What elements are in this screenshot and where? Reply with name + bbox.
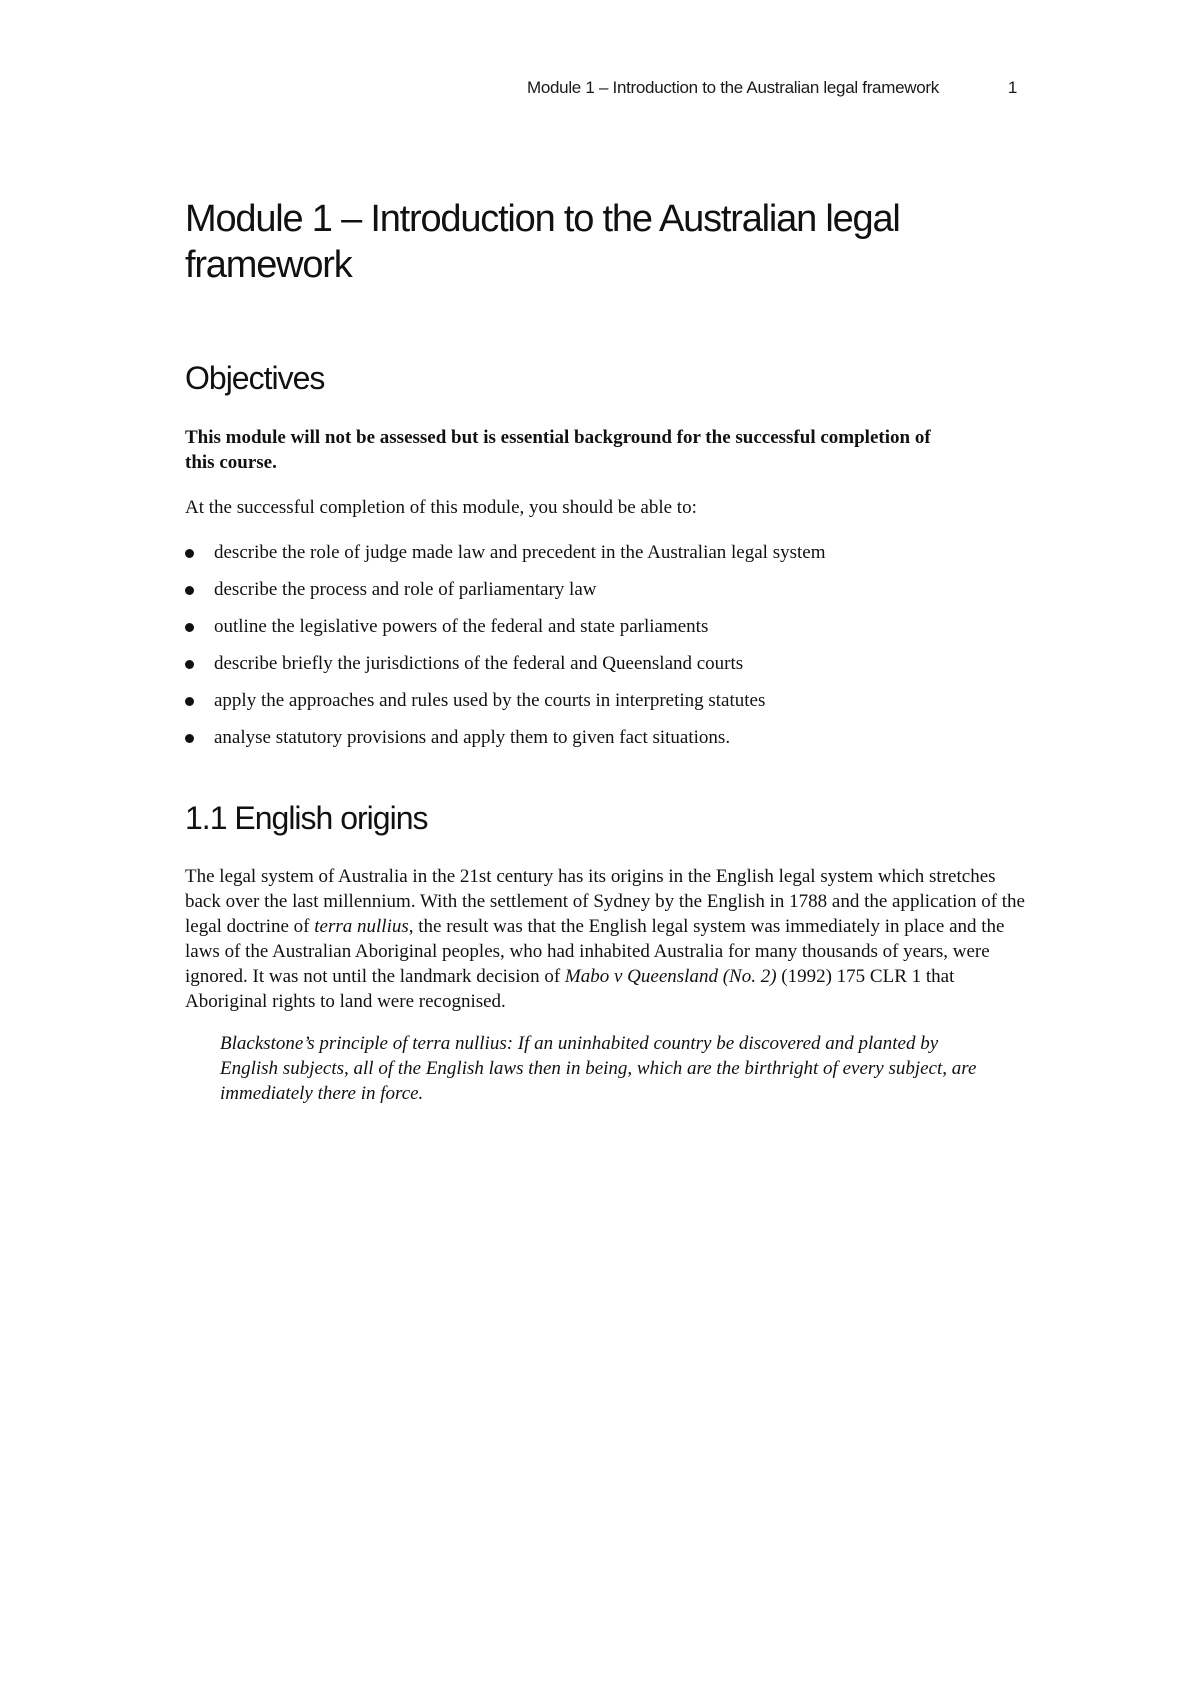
bullet-icon <box>185 586 194 595</box>
objective-text: apply the approaches and rules used by the courts in interpreting statutes <box>214 690 766 711</box>
list-item <box>185 577 1025 602</box>
page-number: 1 <box>1007 78 1017 97</box>
list-item <box>185 614 1025 639</box>
case-citation: Mabo v Queensland (No. 2) <box>564 966 777 987</box>
list-item <box>185 725 1025 750</box>
objective-text: describe the process and role of parliamentary law <box>214 579 597 600</box>
objective-text: describe the role of judge made law and precedent in the Australian legal system <box>214 542 826 563</box>
blackstone-quote: Blackstone’s principle of terra nullius: If an uninhabited country be discovered and planted by English subjects, all of the English laws then in being, which are the birthright of every subject, are immediately there in force. <box>220 1033 977 1104</box>
objectives-intro: At the successful completion of this module, you should be able to: <box>185 497 697 518</box>
assessment-note: This module will not be assessed but is essential background for the successful completion of this course. <box>185 427 931 473</box>
english-origins-paragraph <box>185 864 1025 1014</box>
paragraph-text-1: The legal system of Australia in the 21st century has its origins in the English legal system which stretches back over the last millennium. With the settlement of Sydney by the English in 1788 and the application of the legal doctrine of <box>185 866 1025 937</box>
bullet-icon <box>185 549 194 558</box>
paragraph-text-3: (1992) 175 CLR 1 that Aboriginal rights to land were recognised. <box>185 966 955 1012</box>
objective-text: outline the legislative powers of the federal and state parliaments <box>214 616 709 637</box>
list-item <box>185 540 1025 565</box>
objective-text: describe briefly the jurisdictions of the federal and Queensland courts <box>214 653 744 674</box>
bullet-icon <box>185 623 194 632</box>
page-header <box>527 78 1017 98</box>
bullet-icon <box>185 697 194 706</box>
list-item <box>185 651 1025 676</box>
terra-nullius-term: terra nullius <box>314 916 409 937</box>
paragraph-text-2: , the result was that the English legal system was immediately in place and the laws of the Australian Aboriginal peoples, who had inhabited Australia for many thousands of years, were ignored. It was not until the landmark decision of <box>185 916 1005 987</box>
bullet-icon <box>185 660 194 669</box>
module-title: Module 1 – Introduction to the Australian legal framework <box>185 198 900 286</box>
running-title: Module 1 – Introduction to the Australian legal framework <box>527 78 939 97</box>
list-item <box>185 688 1025 713</box>
objective-text: analyse statutory provisions and apply them to given fact situations. <box>214 727 731 748</box>
section-heading-english-origins: 1.1 English origins <box>185 800 428 836</box>
bullet-icon <box>185 734 194 743</box>
objectives-list <box>185 540 1025 750</box>
document-content <box>185 196 1025 1106</box>
objectives-heading: Objectives <box>185 360 325 396</box>
